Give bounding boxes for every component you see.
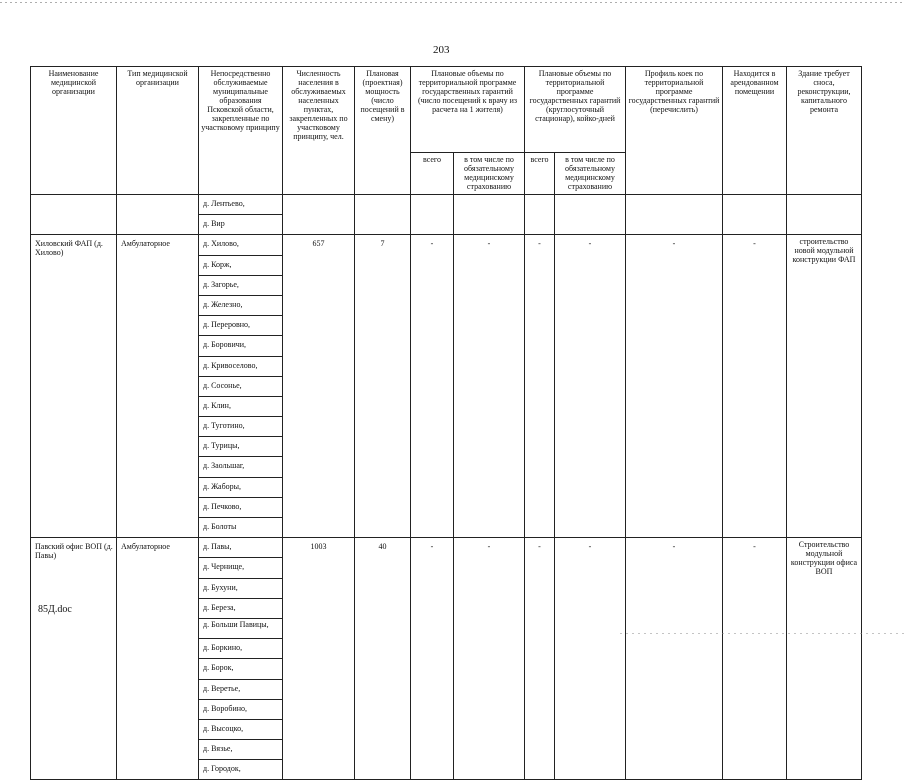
col-header-rented: Находится в арендованном помещении xyxy=(723,67,787,195)
out-oms-value: - xyxy=(454,235,525,538)
settlement-item: д. Переровно, xyxy=(199,316,282,336)
settlement-item: д. Жаборы, xyxy=(199,478,282,498)
population-value: 1003 xyxy=(283,538,355,780)
col-header-capacity: Плановая (проектная) мощность (число посещений в смену) xyxy=(355,67,411,195)
settlement-item: д. Вязье, xyxy=(199,740,282,760)
rented-value xyxy=(723,195,787,235)
col-header-building: Здание требует сноса, реконструкции, капитального ремонта xyxy=(787,67,862,195)
file-name-footer: 85Д.doc xyxy=(38,604,72,615)
table-row xyxy=(31,195,862,235)
bed-profile-value: - xyxy=(626,538,723,780)
header-row xyxy=(31,67,862,153)
out-total-value: - xyxy=(411,538,454,780)
settlement-item: д. Заольшаг, xyxy=(199,457,282,477)
population-value: 657 xyxy=(283,235,355,538)
org-type: Амбулаторное xyxy=(117,235,199,538)
building-note: строительство новой модульной конструкции ФАП xyxy=(787,235,862,538)
settlement-item: д. Печково, xyxy=(199,498,282,518)
org-name: Павский офис ВОП (д. Павы) xyxy=(31,538,117,780)
settlement-item: д. Борок, xyxy=(199,659,282,679)
settlement-list xyxy=(199,538,283,780)
settlement-item: д. Бухуни, xyxy=(199,579,282,599)
in-oms-value: - xyxy=(555,235,626,538)
settlement-item: д. Высоцко, xyxy=(199,720,282,740)
settlement-item: д. Воробино, xyxy=(199,700,282,720)
settlement-item: д. Загорье, xyxy=(199,276,282,296)
settlement-item: д. Береза, xyxy=(199,599,282,619)
col-subheader-in-oms: в том числе по обязательному медицинскому страхованию xyxy=(555,153,626,195)
col-header-outpatient-group: Плановые объемы по территориальной программе государственных гарантий (число посещений к врачу из расчета на 1 жителя) xyxy=(411,67,525,153)
col-header-municipal: Непосредственно обслуживаемые муниципальные образования Псковской области, закрепленные по участковому принципу xyxy=(199,67,283,195)
table-row xyxy=(31,538,862,780)
settlement-item: д. Турицы, xyxy=(199,437,282,457)
scan-edge-top xyxy=(0,2,905,3)
rented-value: - xyxy=(723,538,787,780)
col-header-bed-profile: Профиль коек по территориальной программе государственных гарантий (перечислить) xyxy=(626,67,723,195)
org-name xyxy=(31,195,117,235)
rented-value: - xyxy=(723,235,787,538)
col-header-type: Тип медицинской организации xyxy=(117,67,199,195)
out-oms-value: - xyxy=(454,538,525,780)
settlement-item: д. Боркино, xyxy=(199,639,282,659)
settlement-item: д. Вир xyxy=(203,219,225,229)
col-header-inpatient-group: Плановые объемы по территориальной программе государственных гарантий (круглосуточный стационар), койко-дней xyxy=(525,67,626,153)
capacity-value: 40 xyxy=(355,538,411,780)
col-subheader-in-total: всего xyxy=(525,153,555,195)
in-total-value xyxy=(525,195,555,235)
settlement-item: д. Кривоселово, xyxy=(199,357,282,377)
in-total-value: - xyxy=(525,235,555,538)
org-type: Амбулаторное xyxy=(117,538,199,780)
settlement-item: д. Туготино, xyxy=(199,417,282,437)
settlement-item: д. Болоты xyxy=(203,522,237,531)
settlement-item: д. Хилово, xyxy=(199,235,282,255)
org-type xyxy=(117,195,199,235)
settlement-item: д. Больши Павицы, xyxy=(199,619,282,639)
table-row xyxy=(31,235,862,538)
settlement-item: д. Лентьево, xyxy=(199,195,282,215)
building-note: Строительство модульной конструкции офиса ВОП xyxy=(787,538,862,780)
settlement-item: д. Веретье, xyxy=(199,680,282,700)
settlement-item: д. Чернище, xyxy=(199,558,282,578)
col-header-population: Численность населения в обслуживаемых населенных пунктах, закрепленных по участковому принципу, чел. xyxy=(283,67,355,195)
col-subheader-out-oms: в том числе по обязательному медицинскому страхованию xyxy=(454,153,525,195)
building-note xyxy=(787,195,862,235)
org-name: Хиловский ФАП (д. Хилово) xyxy=(31,235,117,538)
in-total-value: - xyxy=(525,538,555,780)
settlement-item: д. Клин, xyxy=(199,397,282,417)
bed-profile-value: - xyxy=(626,235,723,538)
settlement-list xyxy=(199,195,283,235)
page-number: 203 xyxy=(433,44,450,56)
capacity-value xyxy=(355,195,411,235)
out-oms-value xyxy=(454,195,525,235)
settlement-item: д. Городок, xyxy=(203,764,241,774)
facilities-table xyxy=(30,66,862,780)
in-oms-value xyxy=(555,195,626,235)
out-total-value: - xyxy=(411,235,454,538)
settlement-item: д. Сосонье, xyxy=(199,377,282,397)
population-value xyxy=(283,195,355,235)
settlement-item: д. Боровичи, xyxy=(199,336,282,356)
col-subheader-out-total: всего xyxy=(411,153,454,195)
scan-edge-bottom xyxy=(620,633,905,634)
settlement-list xyxy=(199,235,283,538)
col-header-name: Наименование медицинской организации xyxy=(31,67,117,195)
settlement-item: д. Корж, xyxy=(199,256,282,276)
settlement-item: д. Павы, xyxy=(199,538,282,558)
in-oms-value: - xyxy=(555,538,626,780)
out-total-value xyxy=(411,195,454,235)
settlement-item: д. Железно, xyxy=(199,296,282,316)
bed-profile-value xyxy=(626,195,723,235)
capacity-value: 7 xyxy=(355,235,411,538)
